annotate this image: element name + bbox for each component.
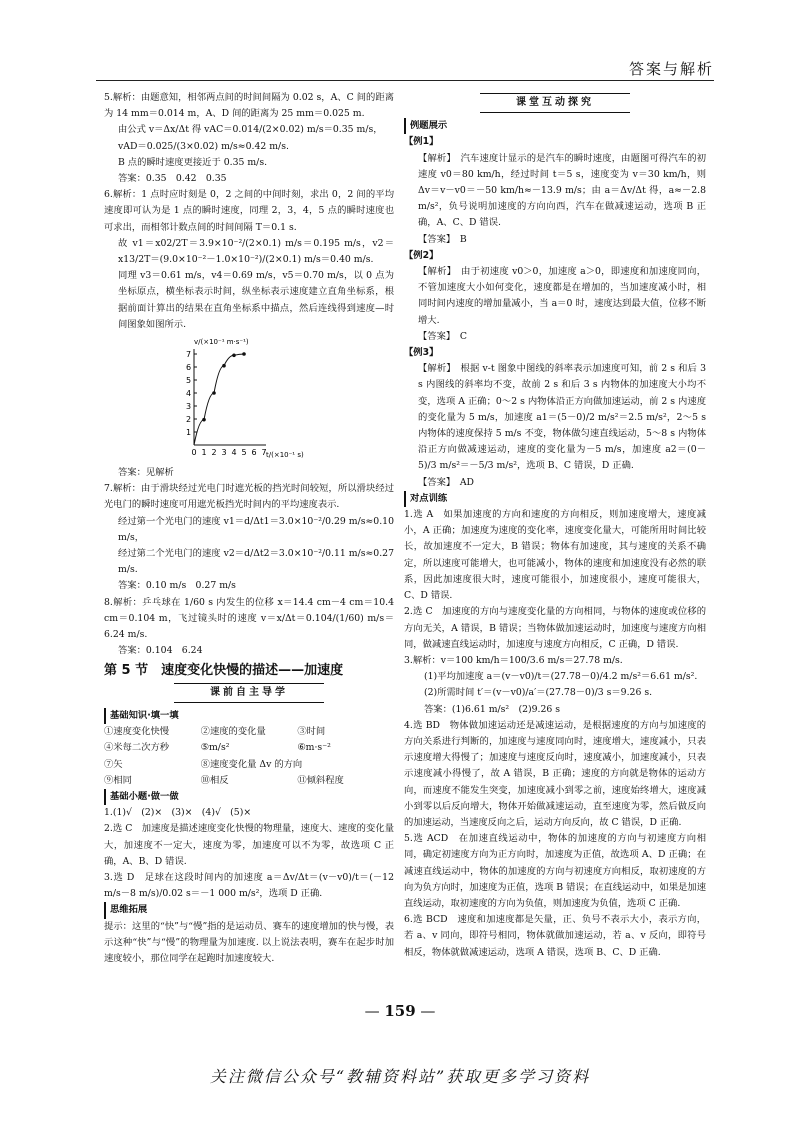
basic-knowledge-answers — [104, 724, 394, 789]
graph-data-point — [212, 391, 216, 395]
example-1-label: 【例1】 — [404, 136, 439, 148]
graph-x-tick-label: 2 — [211, 448, 217, 458]
example-2-label: 【例2】 — [404, 249, 439, 261]
training-answer: 6.选 BCD 速度和加速度都是矢量，正、负号不表示大小，表示方向，若 a、v 同向，即符号相同，物体就做加速运动，若 a、v 反向，即符号相反，物体就做减速运动，选项 A 错误，选项 B、C、D 正确. — [404, 914, 706, 958]
graph-x-tick-label: 3 — [221, 448, 227, 458]
graph-x-tick-label: 6 — [251, 448, 257, 458]
graph-x-axis-label: t/(×10⁻¹ s) — [266, 451, 304, 460]
training-answer: (1)平均加速度 a＝(v－v0)/t＝(27.78－0)/4.2 m/s²＝6.61 m/s². — [424, 671, 698, 683]
fill-answer: ⑩相反 — [200, 774, 229, 786]
example-1-answer: 【答案】 B — [418, 233, 467, 245]
example-title: 例题展示 — [404, 118, 447, 134]
example-2-answer: 【答案】 C — [418, 330, 467, 342]
graph-y-tick-label: 6 — [186, 363, 192, 373]
fill-answer: ③时间 — [297, 726, 326, 738]
fill-answer: ①速度变化快慢 — [104, 726, 170, 738]
graph-y-tick-label: 3 — [186, 402, 192, 412]
training-answer: 答案：(1)6.61 m/s² (2)9.26 s — [424, 703, 561, 715]
footer-note: 关注微信公众号“教辅资料站”获取更多学习资料 — [209, 1067, 591, 1086]
fill-answer: ⑦矢 — [104, 758, 123, 770]
answer-6-answer: 答案：见解析 — [118, 467, 174, 479]
small-question-answer: 2.选 C 加速度是描述速度变化快慢的物理量，速度大、速度的变化量大，加速度不一定大，速度为零，加速度可以不为零，故选项 C 正确，A、B、D 错误. — [104, 823, 394, 867]
page-number: — 159 — — [0, 1002, 800, 1020]
left-column — [104, 90, 394, 967]
fill-answer: ②速度的变化量 — [200, 726, 266, 738]
graph-x-tick-label: 5 — [241, 448, 247, 458]
fill-answer: ⑥m·s⁻² — [297, 742, 331, 754]
graph-data-point — [242, 352, 246, 356]
example-3-solution: 【解析】 根据 v-t 图象中图线的斜率表示加速度可知，前 2 s 和后 3 s 内图线的斜率均不变，故前 2 s 和后 3 s 内物体的加速度大小均不变，选项 A 正确；0～2 s 内物体沿正方向做加速运动，前 2 s 内速度的变化量为 5 m/s，加速度 a1＝(5－0)/2 m/s²＝2.5 m/s²，2～5 s 内物体的速度保持 5 m/s 不变，物体做匀速直线运动，5～8 s 内物体沿正方向做减速运动，速度的变化量为－5 m/s，加速度 a2＝(0－5)/3 m/s²＝－5/3 m/s²，选项 B、C 错误，D 正确. — [418, 363, 706, 472]
example-2-solution: 【解析】 由于初速度 v0＞0，加速度 a＞0，即速度和加速度同向，不管加速度大小如何变化，速度都是在增加的，当加速度减小时，相同时间内速度的增加量减小，当 a＝0 时，速度达到最大值，位移不断增大. — [418, 266, 706, 326]
graph-data-point — [202, 418, 206, 422]
graph-y-tick-label: 4 — [186, 389, 192, 399]
header-rule — [96, 80, 714, 81]
thinking-extension-title: 思维拓展 — [104, 902, 147, 918]
fill-answer: ⑪倾斜程度 — [297, 774, 344, 786]
fill-answer: ⑤m/s² — [200, 742, 230, 754]
section-5-title: 第 5 节 速度变化快慢的描述——加速度 — [104, 663, 344, 679]
training-answer: 4.选 BD 物体做加速运动还是减速运动，是根据速度的方向与加速度的方向关系进行判断的，加速度与速度同向时，速度增大，速度减小，只表示速度增大得慢了；加速度与速度反向时，速度减小，加速度减小，只表示速度减小得慢了，故 A 错误，B 正确；速度的方向就是物体的运动方向，而速度不能发生突变，加速度减小到零之前，速度始终增大，速度减小到零以后反向增大，物体开始做减速运动，直至速度为零，然后做反向的加速运动，当速度反向之后，运动方向反向，故 C 错误，D 正确. — [404, 719, 706, 828]
training-answer: 3.解析：v＝100 km/h＝100/3.6 m/s＝27.78 m/s. — [404, 654, 623, 666]
graph-x-tick-label: 4 — [231, 448, 237, 458]
answer-5-line: 由公式 v＝Δx/Δt 得 vAC＝0.014/(2×0.02) m/s＝0.35 m/s， — [118, 124, 383, 136]
answer-7-line: 经过第一个光电门的速度 v1＝d/Δt1＝3.0×10⁻²/0.29 m/s≈0.10 m/s， — [118, 515, 394, 543]
answer-6-line: 故 v1＝x02/2T＝3.9×10⁻²/(2×0.1) m/s＝0.195 m/s，v2＝x13/2T＝(9.0×10⁻²－1.0×10⁻²)/(2×0.1) m/s＝0.40 m/s. — [118, 237, 394, 266]
graph-y-tick-label: 1 — [186, 428, 192, 438]
training-answer: 5.选 ACD 在加速直线运动中，物体的加速度的方向与初速度方向相同，确定初速度方向为正方向时，加速度为正值，故选项 A、D 正确；在减速直线运动中，物体的加速度的方向与初速度方向相反，取初速度的方向为负方向时，加速度为正值，选项 B 错误；在直线运动中，如果是加速直线运动，取初速度的方向为负值，则加速度为负值，选项 C 正确. — [404, 833, 706, 909]
example-3-answer: 【答案】 AD — [418, 476, 475, 488]
training-answer: (2)所需时间 t′＝(v－v0)/a′＝(27.78－0)/3 s＝9.26 s. — [424, 687, 653, 699]
answer-6-line: 6.解析：1 点时应时刻是 0，2 之间的中间时刻，求出 0，2 间的平均速度即可认为是 1 点的瞬时速度，同理 2，3，4，5 点的瞬时速度也可求出，而相邻计数点间的时间间隔 T＝0.1 s. — [104, 189, 394, 233]
fill-answer: ④米每二次方秒 — [104, 742, 170, 754]
pre-class-banner: 课前自主导学 — [174, 683, 324, 703]
graph-data-point — [222, 364, 226, 368]
answer-5-line: B 点的瞬时速度更接近于 0.35 m/s. — [118, 156, 268, 168]
graph-y-tick-label: 2 — [186, 415, 192, 425]
answer-8-answer: 答案：0.104 6.24 — [118, 645, 203, 657]
training-title: 对点训练 — [404, 491, 447, 507]
answer-8-line: 8.解析：乒乓球在 1/60 s 内发生的位移 x＝14.4 cm－4 cm＝10.4 cm＝0.104 m，飞过镜头时的速度 v＝x/Δt＝0.104/(1/60) m/s＝6.24 m/s. — [104, 596, 394, 641]
in-class-banner: 课堂互动探究 — [480, 93, 630, 113]
answer-5-line: vAD＝0.025/(3×0.02) m/s≈0.42 m/s. — [118, 140, 289, 152]
right-column — [404, 90, 706, 961]
thinking-extension-text: 提示：这里的“快”与“慢”指的是运动员、赛车的速度增加的快与慢，表示这种“快”与“慢”的物理量为加速度. 以上说法表明，赛车在起步时加速度较小，那位同学在起跑时加速度较大. — [104, 920, 394, 964]
basic-knowledge-title: 基础知识·填一填 — [104, 708, 179, 724]
answer-7-line: 7.解析：由于滑块经过光电门时遮光板的挡光时间较短，所以滑块经过光电门的瞬时速度可用遮光板挡光时间内的平均速度表示. — [104, 483, 394, 511]
graph-y-axis-label: v/(×10⁻¹ m·s⁻¹) — [194, 338, 249, 347]
small-questions-title: 基础小题·做一做 — [104, 789, 179, 805]
graph-x-tick-label: 1 — [201, 448, 207, 458]
velocity-time-graph — [174, 335, 324, 463]
graph-x-tick-label: 7 — [261, 448, 267, 458]
graph-y-tick-label: 5 — [186, 376, 192, 386]
small-question-answer: 1.(1)√ (2)× (3)× (4)√ (5)× — [104, 807, 252, 819]
answer-5-answer: 答案：0.35 0.42 0.35 — [118, 173, 227, 185]
header-title: 答案与解析 — [628, 60, 714, 78]
example-3-label: 【例3】 — [404, 347, 439, 359]
fill-answer: ⑧速度变化量 Δv 的方向 — [200, 758, 303, 770]
graph-data-point — [232, 354, 236, 358]
answer-5-line: 5.解析：由题意知，相邻两点间的时间间隔为 0.02 s，A、C 间的距离为 14 mm＝0.014 m，A、D 间的距离为 25 mm＝0.025 m. — [104, 92, 394, 120]
graph-x-tick-label: 0 — [191, 448, 197, 458]
fill-answer: ⑨相同 — [104, 774, 132, 786]
answer-6-line: 同理 v3＝0.61 m/s，v4＝0.69 m/s，v5＝0.70 m/s，以 0 点为坐标原点，横坐标表示时间，纵坐标表示速度建立直角坐标系，根据前面计算出的结果在直角坐标系中描点，然后连线得到速度—时间图象如图所示. — [118, 270, 394, 330]
graph-series-line — [194, 354, 244, 445]
answer-7-answer: 答案：0.10 m/s 0.27 m/s — [118, 580, 236, 592]
training-answer: 1.选 A 如果加速度的方向和速度的方向相反，则加速度增大，速度减小，A 正确；加速度为速度的变化率，速度变化量大，可能所用时间比较长，故加速度不一定大，B 错误；物体有加速度，其与速度的关系不确定，所以速度可能增大，也可能减小，物体的速度和加速度没有必然的联系，因此加速度很大时，速度可能很小，加速度很小，速度可能很大，C、D 错误. — [404, 509, 706, 602]
graph-y-tick-label: 7 — [186, 350, 192, 360]
small-question-answer: 3.选 D 足球在这段时间内的加速度 a＝Δv/Δt＝(v－v0)/t＝(－12 m/s－8 m/s)/0.02 s＝－1 000 m/s²，选项 D 正确. — [104, 871, 394, 900]
answer-7-line: 经过第二个光电门的速度 v2＝d/Δt2＝3.0×10⁻²/0.11 m/s≈0.27 m/s. — [118, 548, 394, 576]
example-1-solution: 【解析】 汽车速度计显示的是汽车的瞬时速度，由题图可得汽车的初速度 v0＝80 km/h，经过时间 t＝5 s，速度变为 v＝30 km/h，则 Δv＝v－v0＝－50 km/h≈－13.9 m/s；由 a＝Δv/Δt 得，a≈－2.8 m/s²，负号说明加速度的方向向西，汽车在做减速运动，选项 B 正确，A、C、D 错误. — [418, 152, 706, 229]
training-answer: 2.选 C 加速度的方向与速度变化量的方向相同，与物体的速度或位移的方向无关，A 错误，B 错误；当物体做加速运动时，加速度与速度方向相同，做减速直线运动时，加速度与速度方向相反，C 正确，D 错误. — [404, 606, 706, 650]
